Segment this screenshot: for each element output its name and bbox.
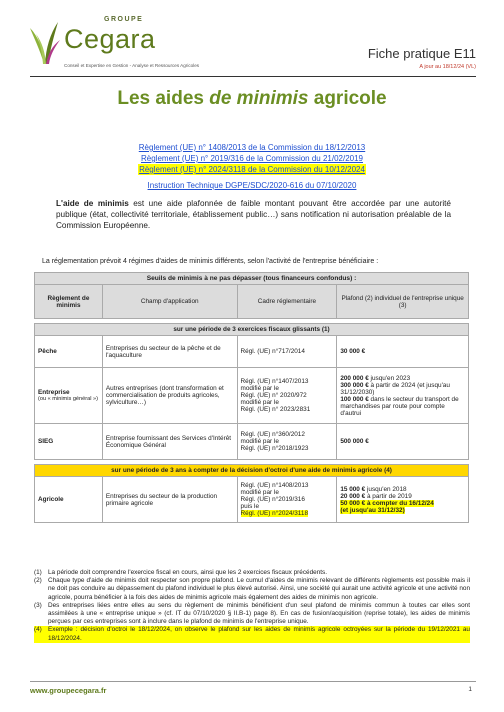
ceiling-amount: 15 000 € (340, 485, 366, 493)
ceiling-text: à partir de 2019 (365, 492, 412, 500)
table-caption-row (35, 273, 469, 285)
table-row (35, 336, 469, 368)
table-row (35, 424, 469, 460)
ceiling-amount: 200 000 € (340, 374, 369, 382)
frame-line: Régl. (UE) n°360/2012 (240, 431, 305, 438)
ceiling-text: (et jusqu'au 31/12/32) (340, 506, 405, 514)
grass-leaves-icon (30, 20, 60, 64)
reference-link-highlighted[interactable]: Règlement (UE) n° 2024/3118 de la Commission du 10/12/2024 (139, 165, 365, 174)
col-header-regulation: Règlement de minimis (35, 285, 103, 319)
row-frame (237, 477, 337, 523)
col-header-ceiling: Plafond (2) individuel de l'entreprise unique (3) (337, 285, 469, 319)
footnotes (34, 569, 470, 643)
footnote (34, 577, 470, 602)
section-3-years-agricole: sur une période de 3 ans à compter de la décision d'octroi d'une aide de minimis agricole (4) (35, 465, 469, 477)
ceiling-amount: 20 000 € (340, 492, 366, 500)
reference-link[interactable]: Règlement (UE) n° 2019/316 de la Commission du 21/02/2019 (141, 154, 363, 163)
footnote-number: (4) (34, 626, 42, 634)
ceiling-line (340, 375, 465, 382)
title-prefix: Les aides (117, 88, 210, 109)
title-suffix: agricole (308, 88, 387, 109)
row-ceiling (337, 477, 469, 523)
footnote-text: Des entreprises liées entre elles au sens du règlement de minimis bénéficient d'un seul plafond de minimis commun à toutes car elles sont assimilées à une « entreprise unique » (cf. IT du 07/10/2020 § II.B-1) page 8). En cas de fusion/acquisition (reprise totale), les aides de minimis perçues par ces entreprises sont à inclure dans le plafond de minimis de l'entreprise unique. (48, 601, 470, 626)
footnote-number: (1) (34, 569, 42, 576)
row-name: Entreprise (38, 389, 70, 396)
frame-line: modifié par le (240, 399, 279, 406)
col-header-scope: Champ d'application (102, 285, 237, 319)
row-name-cell (35, 368, 103, 424)
ceiling-amount: 50 000 € (340, 499, 366, 507)
section-3-fiscal-years: sur une période de 3 exercices fiscaux glissants (1) (35, 324, 469, 336)
page-title (0, 88, 504, 110)
frame-line-highlighted: Régl. (UE) n°2024/3118 (240, 510, 308, 517)
row-scope: Autres entreprises (dont transformation et commercialisation de produits agricoles, sylviculture…) (102, 368, 237, 424)
ceiling-text: dans le secteur du transport de marchandises par route pour compte d'autrui (340, 395, 459, 417)
frame-line: Régl. (UE) n°2018/1923 (240, 445, 309, 452)
ceiling-text: jusqu'en 2023 (368, 374, 411, 382)
ceiling-text: jusqu'en 2018 (365, 485, 407, 493)
row-name: Agricole (35, 477, 103, 523)
intro-bold: L'aide de minimis (56, 199, 129, 208)
fiche-update-date: A jour au 18/12/24 (VL) (419, 64, 476, 70)
frame-line: Régl. (UE) n°2019/316 (240, 496, 305, 503)
footnote-text: Exemple : décision d'octroi le 18/12/2024, on observe le plafond sur les aides de minimis agricole octroyées sur la période du 19/12/2021 au 18/12/2024. (48, 626, 470, 642)
row-frame (237, 424, 337, 460)
header-divider (30, 76, 476, 77)
frame-line: modifié par le (240, 385, 279, 392)
ceiling-line (340, 382, 465, 396)
logo-wordmark: Cegara (64, 24, 156, 54)
section-row (35, 324, 469, 336)
intro-text: est une aide plafonnée de faible montant pouvant être accordée par une autorité publique (état, collectivité territoriale, établissement public…) sans notification ni autorisation préalable de la Commission Européenne. (56, 199, 451, 230)
reference-link[interactable]: Règlement (UE) n° 1408/2013 de la Commission du 18/12/2013 (138, 143, 366, 152)
row-ceiling: 500 000 € (337, 424, 469, 460)
table-row (35, 477, 469, 523)
frame-line: Régl. (UE) n°1407/2013 (240, 378, 309, 385)
table-caption: Seuils de minimis à ne pas dépasser (tous financeurs confondus) : (35, 273, 469, 285)
de-minimis-table (34, 272, 469, 523)
table-header-row (35, 285, 469, 319)
frame-line: modifié par le (240, 489, 279, 496)
ceiling-text: à compter du 16/12/24 (365, 499, 434, 507)
footnote-text: Chaque type d'aide de minimis doit respecter son propre plafond. Le cumul d'aides de minimis relevant de différents règlements est possible mais il ne doit pas conduire au dépassement du plafond individuel le plus élevé autorisé. Ainsi, une société qui aurait une activité agricole et une activité non agricole, pourra bénéficier à la fois des aides de minimis agricole mais également des aides de minimis non agricole. (48, 577, 470, 601)
ceiling-line-highlighted (340, 500, 465, 507)
row-scope: Entreprises du secteur de la production primaire agricole (102, 477, 237, 523)
footnote-text: La période doit comprendre l'exercice fiscal en cours, ainsi que les 2 exercices fiscaux précédents. (48, 569, 328, 576)
title-emphasis: de minimis (209, 88, 309, 109)
ceiling-line (340, 396, 465, 417)
row-name: SIEG (35, 424, 103, 460)
table-row (35, 368, 469, 424)
footer-divider (30, 681, 476, 682)
row-ceiling: 30 000 € (337, 336, 469, 368)
regimes-lead: La réglementation prévoit 4 régimes d'aides de minimis différents, selon l'activité de l'entreprise bénéficiaire : (42, 258, 379, 265)
ceiling-line (340, 486, 465, 493)
regulation-references (0, 142, 504, 191)
frame-line: modifié par le (240, 438, 279, 445)
ceiling-amount: 300 000 € (340, 381, 369, 389)
logo-group-label: GROUPE (104, 16, 144, 23)
logo-tagline: Conseil et Expertise en Gestion - Analyse et Ressources Agricoles (64, 63, 200, 68)
row-name: Pêche (35, 336, 103, 368)
section-row (35, 465, 469, 477)
cegara-logo (30, 14, 210, 76)
ceiling-line-highlighted (340, 507, 465, 514)
ceiling-amount: 100 000 € (340, 395, 369, 403)
footnote-number: (2) (34, 577, 42, 585)
website-link[interactable]: www.groupecegara.fr (30, 686, 107, 695)
ceiling-text: à partir de 2024 (et jusqu'au 31/12/2030) (340, 381, 450, 396)
footnote-number: (3) (34, 601, 42, 609)
row-frame (237, 368, 337, 424)
ceiling-line (340, 493, 465, 500)
row-name-sub: (ou « minimis général ») (38, 396, 99, 402)
row-scope: Entreprises du secteur de la pêche et de l'aquaculture (102, 336, 237, 368)
footnote-highlighted (34, 626, 470, 642)
frame-line: Régl. (UE) n° 2023/2831 (240, 406, 311, 413)
footnote (34, 602, 470, 627)
fiche-title: Fiche pratique E11 (367, 46, 476, 61)
col-header-frame: Cadre réglementaire (237, 285, 337, 319)
intro-paragraph (56, 198, 451, 231)
footnote (34, 569, 470, 577)
row-scope: Entreprise fournissant des Services d'Intérêt Économique Général (102, 424, 237, 460)
row-frame: Régl. (UE) n°717/2014 (237, 336, 337, 368)
row-ceiling (337, 368, 469, 424)
instruction-link[interactable]: Instruction Technique DGPE/SDC/2020-616 du 07/10/2020 (147, 181, 357, 190)
frame-line: puis le (240, 503, 260, 510)
page-number: 1 (468, 686, 472, 693)
frame-line: Régl. (UE) n° 2020/972 (240, 392, 307, 399)
frame-line: Régl. (UE) n°1408/2013 (240, 482, 309, 489)
